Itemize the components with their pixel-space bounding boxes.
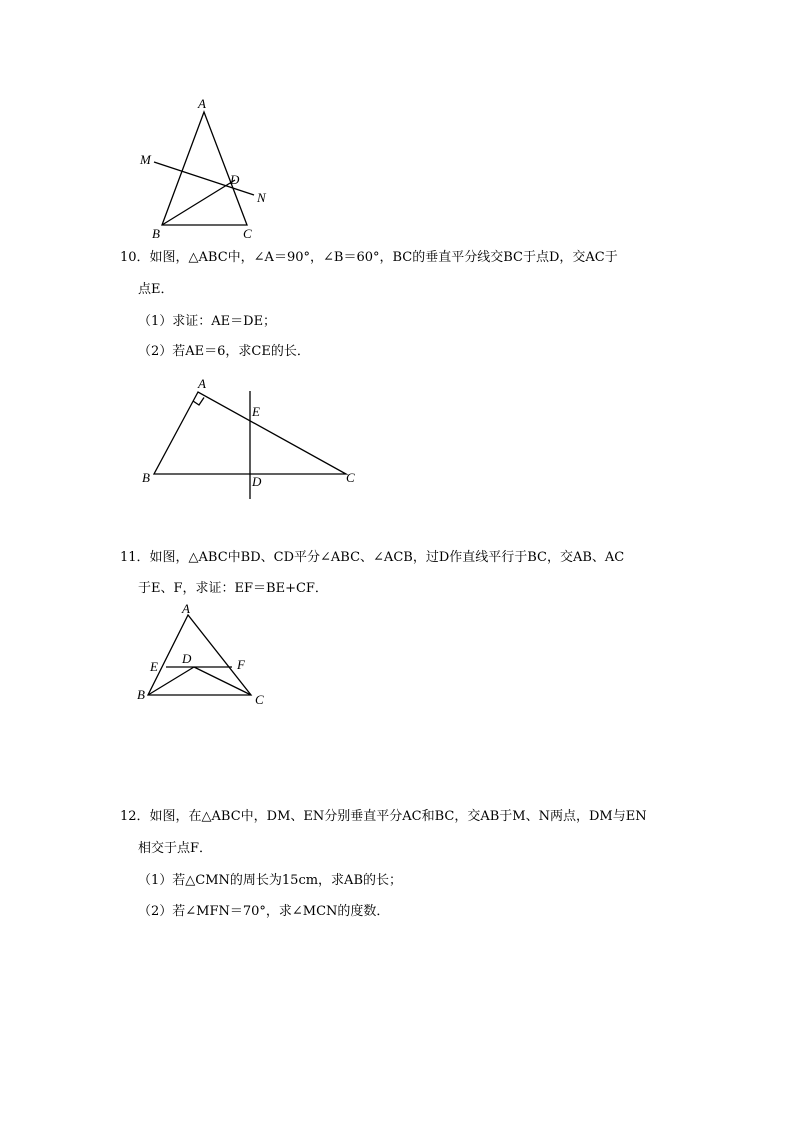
problem-10-part-1: （1）求证：AE＝DE；: [138, 314, 277, 329]
label-b: B: [142, 470, 150, 485]
label-a: A: [198, 376, 206, 391]
label-f: F: [237, 657, 245, 672]
label-e: E: [150, 659, 158, 674]
problem-12-part-1: （1）若△CMN的周长为15cm，求AB的长；: [138, 873, 402, 888]
label-d: D: [182, 651, 192, 666]
figure-triangle-mn: [130, 92, 280, 242]
label-c: C: [243, 226, 252, 241]
problem-11-line-2: 于E、F，求证：EF＝BE+CF．: [138, 581, 328, 596]
label-d: D: [230, 172, 240, 187]
label-m: M: [140, 152, 151, 167]
figure-right-triangle: [138, 374, 368, 504]
figure-angle-bisectors: [134, 600, 274, 712]
label-c: C: [255, 692, 264, 707]
label-b: B: [152, 226, 160, 241]
problem-12-line-1: 12．如图，在△ABC中，DM、EN分别垂直平分AC和BC，交AB于M、N两点，DM与EN: [120, 809, 647, 824]
problem-12-part-2: （2）若∠MFN＝70°，求∠MCN的度数．: [138, 904, 390, 919]
problem-12-line-2: 相交于点F．: [138, 841, 213, 856]
label-n: N: [257, 190, 266, 205]
problem-11-line-1: 11．如图，△ABC中BD、CD平分∠ABC、∠ACB，过D作直线平行于BC，交AB、AC: [120, 550, 625, 565]
label-c: C: [346, 470, 355, 485]
problem-10-part-2: （2）若AE＝6，求CE的长．: [138, 344, 310, 359]
triangle-abc: [148, 615, 251, 695]
segment-bd: [162, 180, 235, 225]
label-b: B: [137, 687, 145, 702]
problem-10-line-1: 10．如图，△ABC中，∠A＝90°，∠B＝60°，BC的垂直平分线交BC于点D，交AC于: [120, 250, 618, 265]
label-e: E: [252, 404, 260, 419]
label-d: D: [252, 474, 262, 489]
label-a: A: [198, 96, 206, 111]
problem-10-line-2: 点E．: [138, 282, 174, 297]
label-a: A: [182, 601, 190, 616]
